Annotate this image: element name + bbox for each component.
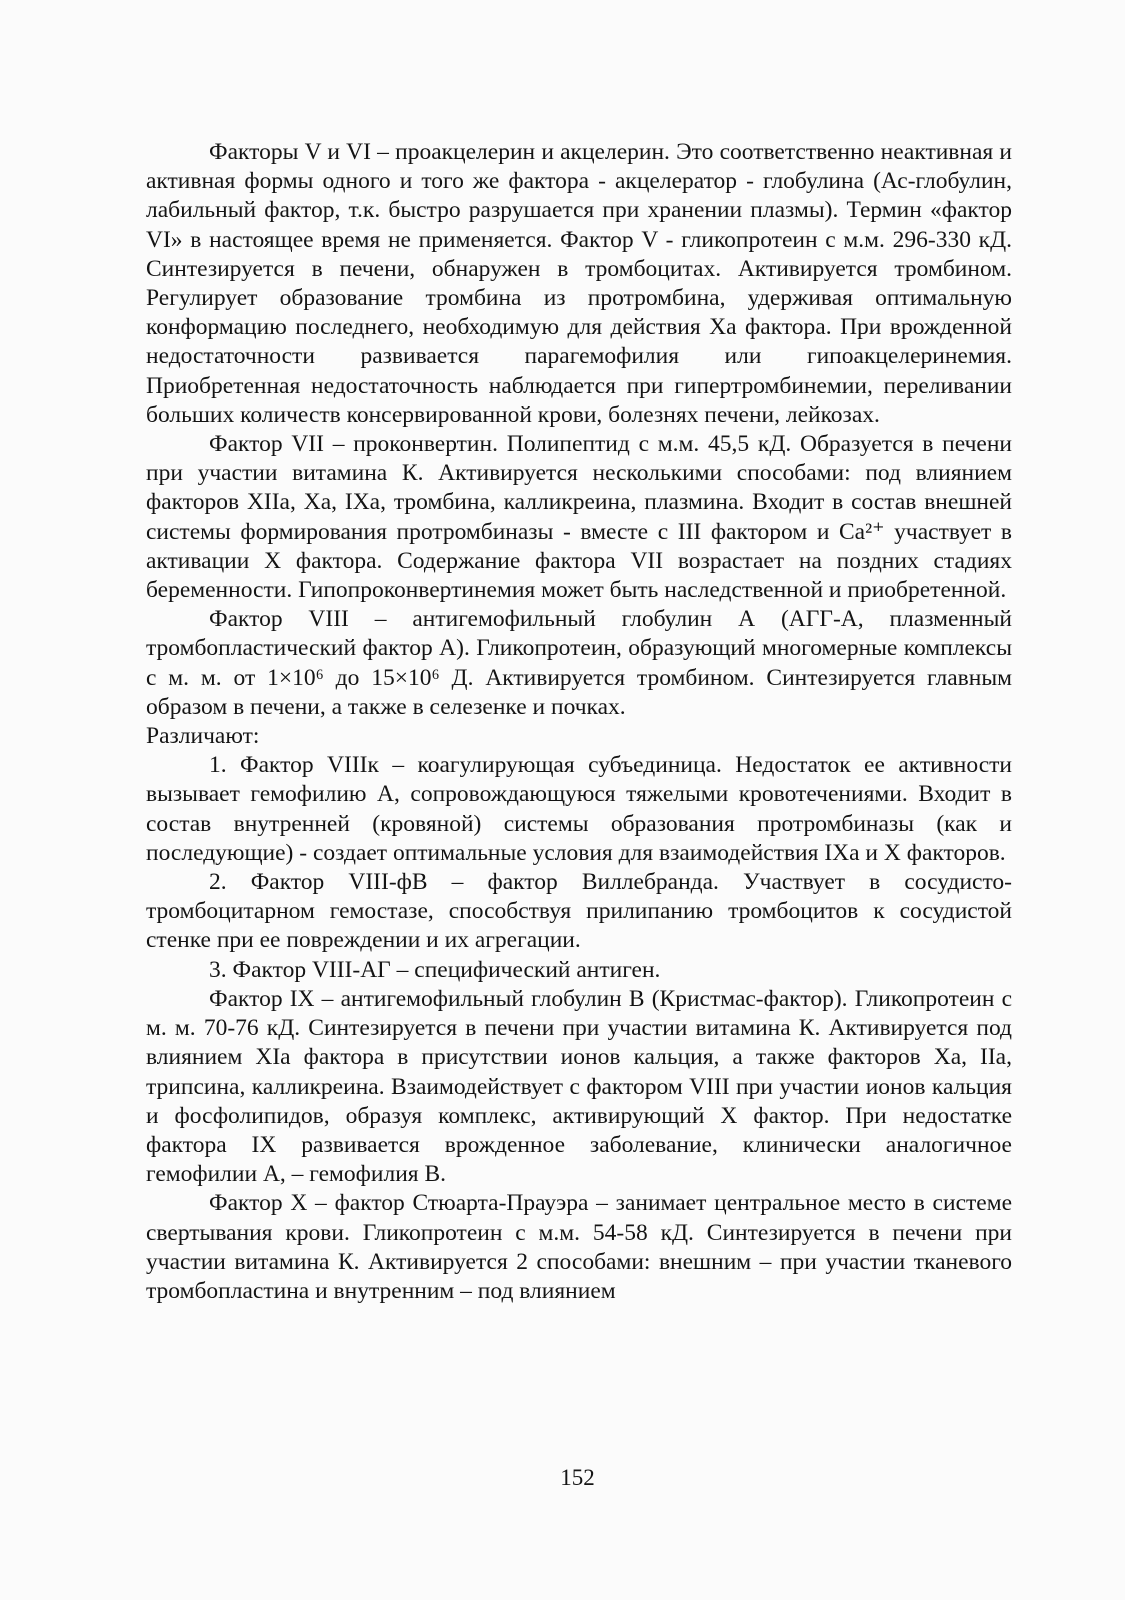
page-body — [146, 138, 1012, 1306]
list-item-factor-viii-fv: 2. Фактор VIII-фВ – фактор Виллебранда. Участвует в сосудисто-тромбоцитарном гемостазе, способствуя прилипанию тромбоцитов к сосудистой стенке при ее повреждении и их агрегации. — [146, 869, 1012, 954]
paragraph-factor-vii: Фактор VII – проконвертин. Полипептид с м.м. 45,5 кД. Образуется в печени при участии витамина К. Активируется несколькими способами: под влиянием факторов ХIIа, Ха, IXа, тромбина, калликреина, плазмина. Входит в состав внешней системы формирования протромбиназы - вместе с III фактором и Са²⁺ участвует в активации Х фактора. Содержание фактора VII возрастает на поздних стадиях беременности. Гипопроконвертинемия может быть наследственной и приобретенной. — [146, 431, 1012, 604]
paragraph-factor-x: Фактор Х – фактор Стюарта-Прауэра – занимает центральное место в системе свертывания крови. Гликопротеин с м.м. 54-58 кД. Синтезируется в печени при участии витамина К. Активируется 2 способами: внешним – при участии тканевого тромбопластина и внутренним – под влиянием — [146, 1190, 1012, 1304]
list-item-factor-viii-ag: 3. Фактор VIII-АГ – специфический антиген. — [209, 956, 661, 983]
list-item-factor-viiik: 1. Фактор VIIIк – коагулирующая субъединица. Недостаток ее активности вызывает гемофилию А, сопровождающуюся тяжелыми кровотечениями. Входит в состав внутренней (кровяной) системы образования протромбиназы (как и последующие) - создает оптимальные условия для взаимодействия IХа и Х факторов. — [146, 752, 1012, 866]
paragraph-factor-ix: Фактор IX – антигемофильный глобулин В (Кристмас-фактор). Гликопротеин с м. м. 70-76 кД. Синтезируется в печени при участии витамина К. Активируется под влиянием ХIа фактора в присутствии ионов кальция, а также факторов Ха, IIа, трипсина, калликреина. Взаимодействует с фактором VIII при участии ионов кальция и фосфолипидов, образуя комплекс, активирующий Х фактор. При недостатке фактора IX развивается врожденное заболевание, клинически аналогичное гемофилии А, – гемофилия В. — [146, 985, 1012, 1188]
paragraph-factors-v-vi: Факторы V и VI – проакцелерин и акцелерин. Это соответственно неактивная и активная формы одного и того же фактора - акцелератор - глобулина (Ас-глобулин, лабильный фактор, т.к. быстро разрушается при хранении плазмы). Термин «фактор VI» в настоящее время не применяется. Фактор V - гликопротеин с м.м. 296-330 кД. Синтезируется в печени, обнаружен в тромбоцитах. Активируется тромбином. Регулирует образование тромбина из протромбина, удерживая оптимальную конформацию последнего, необходимую для действия Ха фактора. При врожденной недостаточности развивается парагемофилия или гипоакцелеринемия. Приобретенная недостаточность наблюдается при гипертромбинемии, переливании больших количеств консервированной крови, болезнях печени, лейкозах. — [146, 139, 1012, 428]
paragraph-factor-viii: Фактор VIII – антигемофильный глобулин А (АГГ-А, плазменный тромбопластический фактор А). Гликопротеин, образующий многомерные комплексы с м. м. от 1×10⁶ до 15×10⁶ Д. Активируется тромбином. Синтезируется главным образом в печени, а также в селезенке и почках. — [146, 606, 1012, 720]
page-number: 152 — [560, 1465, 595, 1490]
paragraph-distinguish: Различают: — [146, 723, 260, 750]
